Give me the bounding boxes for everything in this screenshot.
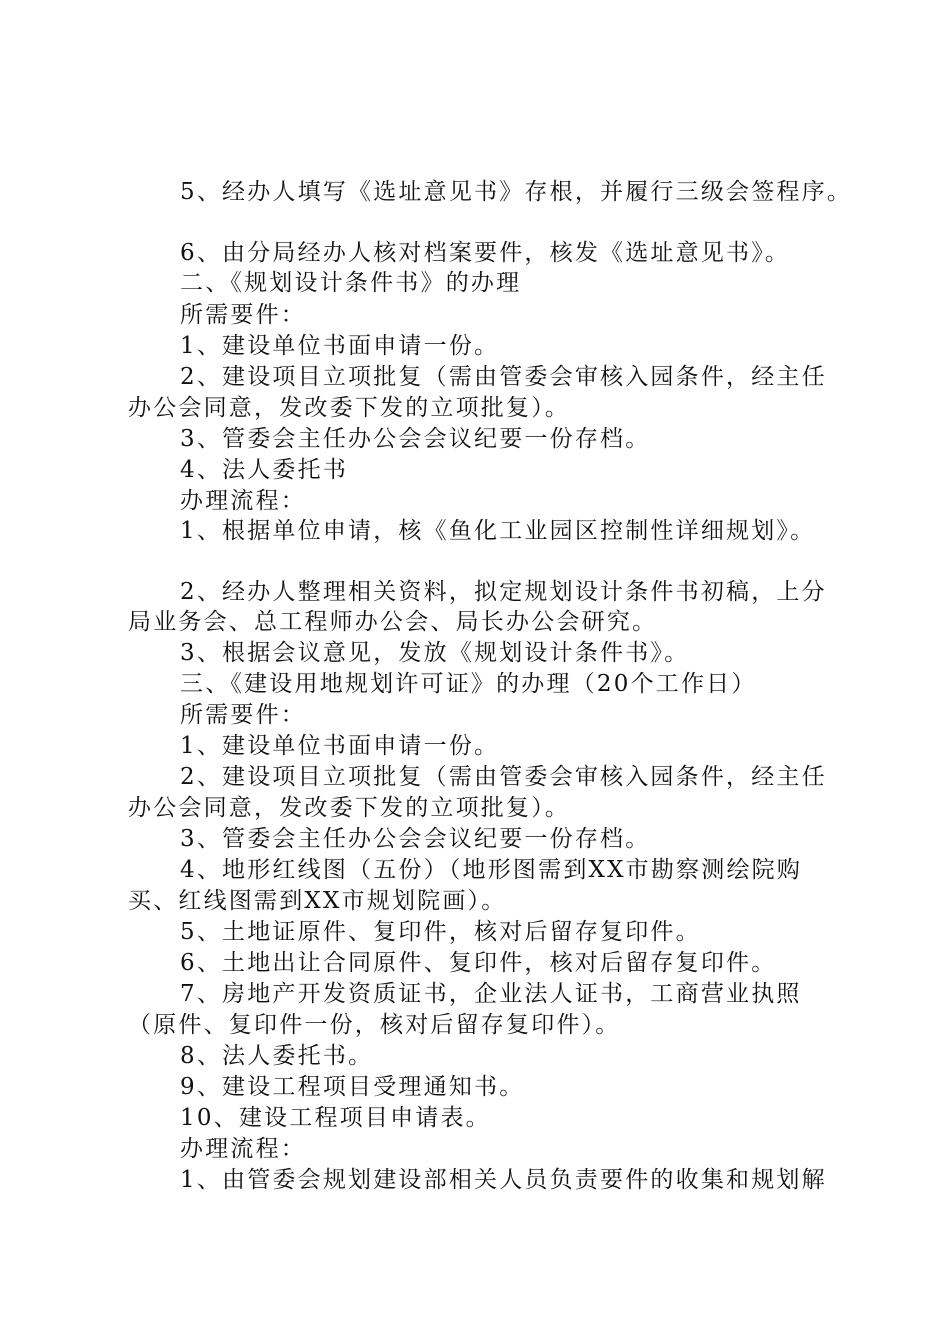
list-item: 1、建设单位书面申请一份。 — [180, 733, 500, 759]
list-item: 6、土地出让合同原件、复印件，核对后留存复印件。 — [180, 950, 777, 976]
list-item: 1、建设单位书面申请一份。 — [180, 333, 500, 359]
process-label: 办理流程： — [180, 488, 306, 514]
list-item-continuation: 办公会同意，发改委下发的立项批复）。 — [128, 795, 571, 821]
list-item: 2、建设项目立项批复（需由管委会审核入园条件，经主任 — [180, 364, 827, 390]
list-item: 3、管委会主任办公会会议纪要一份存档。 — [180, 426, 651, 452]
list-item: 1、根据单位申请，核《鱼化工业园区控制性详细规划》。 — [180, 518, 816, 544]
required-documents-label: 所需要件： — [180, 702, 306, 728]
list-item: 1、由管委会规划建设部相关人员负责要件的收集和规划解 — [180, 1167, 827, 1193]
list-item: 5、土地证原件、复印件，核对后留存复印件。 — [180, 919, 701, 945]
list-item: 8、法人委托书。 — [180, 1043, 374, 1069]
list-item-continuation: 办公会同意，发改委下发的立项批复）。 — [128, 395, 571, 421]
list-item: 2、经办人整理相关资料，拟定规划设计条件书初稿，上分 — [180, 579, 827, 605]
list-item: 3、管委会主任办公会会议纪要一份存档。 — [180, 826, 651, 852]
list-item: 4、地形红线图（五份）（地形图需到XX市勘察测绘院购 — [180, 857, 803, 883]
list-item-continuation: 买、红线图需到XX市规划院画）。 — [128, 888, 507, 914]
list-item-continuation: （原件、复印件一份，核对后留存复印件）。 — [128, 1012, 621, 1038]
list-item: 7、房地产开发资质证书，企业法人证书，工商营业执照 — [180, 981, 802, 1007]
list-item: 4、法人委托书 — [180, 457, 349, 483]
list-item: 3、根据会议意见，发放《规划设计条件书》。 — [180, 640, 690, 666]
section-3-heading: 三、《建设用地规划许可证》的办理（20个工作日） — [180, 671, 757, 697]
required-documents-label: 所需要件： — [180, 302, 306, 328]
section-2-heading: 二、《规划设计条件书》的办理 — [180, 270, 522, 296]
list-item: 9、建设工程项目受理通知书。 — [180, 1074, 525, 1100]
item-6-issue-site-opinion: 6、由分局经办人核对档案要件，核发《选址意见书》。 — [180, 240, 791, 266]
process-label: 办理流程： — [180, 1136, 306, 1162]
list-item: 2、建设项目立项批复（需由管委会审核入园条件，经主任 — [180, 764, 827, 790]
list-item-continuation: 局业务会、总工程师办公会、局长办公会研究。 — [128, 609, 658, 635]
item-5-signoff: 5、经办人填写《选址意见书》存根，并履行三级会签程序。 — [180, 179, 853, 205]
list-item: 10、建设工程项目申请表。 — [180, 1105, 491, 1131]
